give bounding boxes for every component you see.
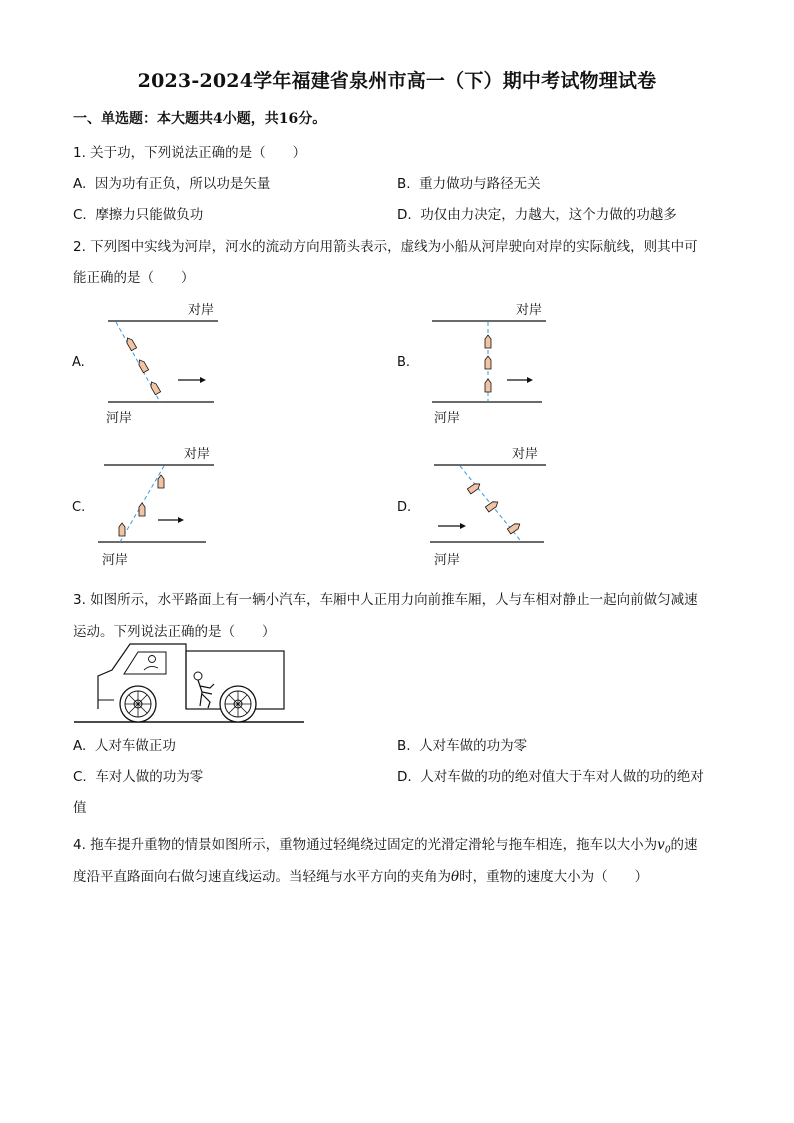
option-letter: C. xyxy=(73,769,87,785)
far-shore-label: 对岸 xyxy=(184,447,211,462)
boat-icon xyxy=(485,356,491,369)
q4-text: 时，重物的速度大小为（ ） xyxy=(459,869,649,885)
option-text: 因为功有正负，所以功是矢量 xyxy=(94,176,271,192)
far-shore-label: 对岸 xyxy=(516,303,543,318)
q3-option-b[interactable] xyxy=(397,734,527,754)
option-letter: A. xyxy=(73,176,87,192)
near-shore-label: 河岸 xyxy=(106,411,133,426)
q1-option-c[interactable] xyxy=(73,203,203,223)
figure-b-label[interactable]: B. xyxy=(397,355,411,370)
figure-a xyxy=(96,296,226,431)
q3-stem-line2: 运动。下列说法正确的是（ ） xyxy=(73,624,276,640)
arrow-head-icon xyxy=(527,377,533,383)
q3-option-c[interactable] xyxy=(73,765,203,785)
q3-option-a[interactable] xyxy=(73,734,176,754)
option-text: 人对车做正功 xyxy=(94,738,176,754)
q2-stem-line1: 2. 下列图中实线为河岸，河水的流动方向用箭头表示，虚线为小船从河岸驶向对岸的实际航线，则其中可 xyxy=(73,239,698,255)
q4-stem-line1 xyxy=(73,833,698,856)
person-pushing-icon xyxy=(194,672,214,708)
arrow-head-icon xyxy=(200,377,206,383)
option-text: 车对人做的功为零 xyxy=(95,769,204,785)
boat-icon xyxy=(485,335,491,348)
wheel-icon xyxy=(220,686,256,722)
option-letter: A. xyxy=(73,738,87,754)
boat-icon xyxy=(485,500,499,512)
q1-option-d[interactable] xyxy=(397,203,677,223)
option-text: 人对车做的功的绝对值大于车对人做的功的绝对 xyxy=(420,769,704,785)
near-shore-label: 河岸 xyxy=(434,411,461,426)
q3-stem-line1: 3. 如图所示，水平路面上有一辆小汽车，车厢中人正用力向前推车厢，人与车相对静止一起向前做匀减速 xyxy=(73,592,698,608)
figure-a-label[interactable]: A. xyxy=(72,355,85,370)
velocity-v: v xyxy=(657,837,665,853)
arrow-head-icon xyxy=(460,523,466,529)
section-heading: 一、单选题：本大题共4小题，共16分。 xyxy=(73,111,327,127)
boat-icon xyxy=(137,358,149,372)
theta-symbol: θ xyxy=(451,869,460,885)
q1-option-a[interactable] xyxy=(73,172,270,192)
option-letter: D. xyxy=(397,207,412,223)
page-title: 2023-2024学年福建省泉州市高一（下）期中考试物理试卷 xyxy=(137,70,657,92)
boat-icon xyxy=(125,336,137,350)
boat-icon xyxy=(507,522,521,534)
velocity-subscript: 0 xyxy=(664,845,671,856)
option-text: 人对车做的功为零 xyxy=(419,738,528,754)
q3-option-d-continued: 值 xyxy=(73,800,87,816)
option-letter: B. xyxy=(397,738,411,754)
wheel-icon xyxy=(120,686,156,722)
option-text: 摩擦力只能做负功 xyxy=(95,207,204,223)
cab-window xyxy=(124,652,166,674)
option-letter: D. xyxy=(397,769,412,785)
figure-d-label[interactable]: D. xyxy=(397,500,412,515)
q4-text: 4. 拖车提升重物的情景如图所示，重物通过轻绳绕过固定的光滑定滑轮与拖车相连，拖车以大小为 xyxy=(73,837,658,853)
option-letter: C. xyxy=(73,207,87,223)
q4-text: 的速 xyxy=(670,837,698,853)
q1-option-b[interactable] xyxy=(397,172,541,192)
option-letter: B. xyxy=(397,176,411,192)
arrow-head-icon xyxy=(178,517,184,523)
car-figure xyxy=(74,640,306,726)
far-shore-label: 对岸 xyxy=(188,303,215,318)
near-shore-label: 河岸 xyxy=(434,553,461,568)
q2-stem-line2: 能正确的是（ ） xyxy=(73,270,195,286)
q3-option-d[interactable] xyxy=(397,765,704,785)
boat-icon xyxy=(139,503,145,516)
figure-c xyxy=(96,440,226,575)
option-text: 功仅由力决定，力越大，这个力做的功越多 xyxy=(420,207,677,223)
near-shore-label: 河岸 xyxy=(102,553,129,568)
figure-d xyxy=(428,440,558,575)
driver-icon xyxy=(149,656,156,663)
boat-icon xyxy=(119,523,125,536)
far-shore-label: 对岸 xyxy=(512,447,539,462)
q4-text: 度沿平直路面向右做匀速直线运动。当轻绳与水平方向的夹角为 xyxy=(73,869,451,885)
boat-icon xyxy=(149,380,161,394)
q1-stem: 1. 关于功，下列说法正确的是（ ） xyxy=(73,145,307,161)
driver-icon xyxy=(144,666,158,670)
boat-icon xyxy=(158,475,164,488)
figure-c-label[interactable]: C. xyxy=(72,500,86,515)
figure-b xyxy=(428,296,558,431)
boat-icon xyxy=(485,379,491,392)
q4-stem-line2 xyxy=(73,865,648,885)
velocity-symbol xyxy=(657,837,671,856)
option-text: 重力做功与路径无关 xyxy=(419,176,541,192)
